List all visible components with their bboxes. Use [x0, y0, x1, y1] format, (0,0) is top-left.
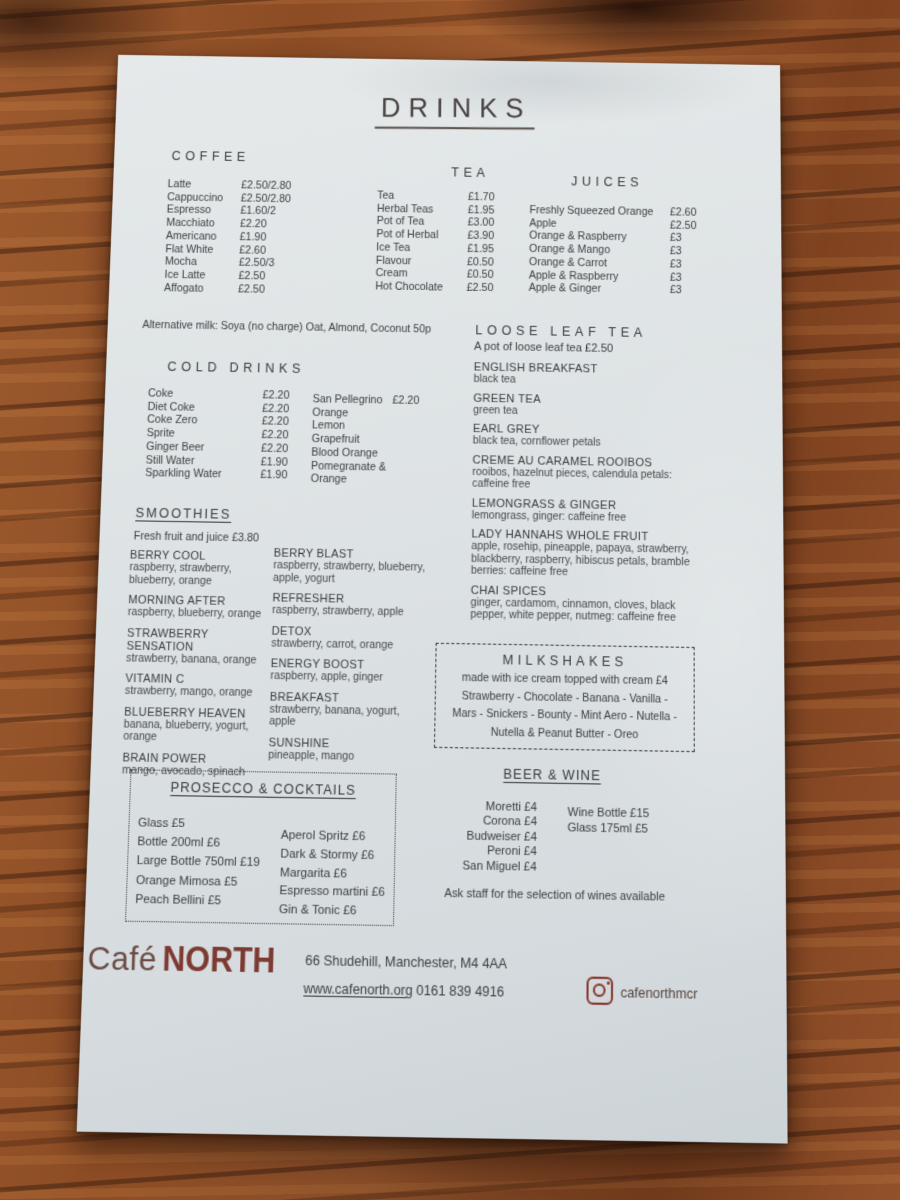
instagram-lens [593, 983, 606, 997]
menu-item-name: Apple [529, 216, 557, 230]
instagram-icon [586, 976, 613, 1005]
smoothie-name: BREAKFAST [269, 690, 340, 705]
menu-item [529, 282, 697, 298]
menu-item-price: £2.50 [669, 219, 697, 232]
menu-item-price: £3.00 [467, 216, 495, 230]
menu-item-name: Diet Coke [147, 400, 195, 414]
tea-item-desc: black tea, cornflower petals [472, 435, 601, 449]
smoothie-name: MORNING AFTER [128, 593, 226, 609]
tea-item-name: ENGLISH BREAKFAST [473, 361, 598, 376]
wine-list: Wine Bottle £15 Glass 175ml £5 [567, 805, 650, 836]
smoothie-name: BLUEBERRY HEAVEN [123, 705, 246, 721]
milkshakes-header: MILKSHAKES [502, 652, 628, 670]
smoothie-name: BRAIN POWER [122, 750, 207, 766]
smoothies-header: SMOOTHIES [135, 505, 232, 522]
cold-drinks-header: COLD DRINKS [167, 359, 306, 377]
tea-item [474, 361, 725, 389]
tea-item-desc: apple, rosehip, pineapple, papaya, strawberry, blackberry, raspberry, hibiscus petals, bramble berries: caffeine free [470, 540, 690, 579]
menu-item-name: Coke Zero [146, 413, 198, 427]
menu-item-name: Coke [147, 387, 174, 401]
menu-item-price: £1.90 [260, 468, 288, 482]
tea-item-name: GREEN TEA [473, 391, 542, 406]
menu-item-name: San Pellegrino [312, 392, 383, 407]
tea-item [473, 392, 724, 421]
tea-item-name: CHAI SPICES [470, 583, 547, 598]
san-pellegrino-flavours: Orange Lemon Grapefruit Blood Orange Pomegranate & Orange [310, 406, 387, 486]
menu-item-price: £0.50 [467, 255, 494, 269]
smoothie-item [273, 547, 450, 587]
menu-item-name: Americano [165, 229, 217, 243]
menu-item-name: Still Water [145, 453, 195, 467]
smoothie-name: DETOX [271, 624, 312, 639]
menu-item-name: Tea [377, 189, 395, 202]
menu-item-name: Sprite [146, 426, 175, 440]
tea-item [472, 497, 725, 526]
menu-item-price: £3.90 [467, 229, 495, 243]
tea-item [473, 423, 725, 452]
menu-item-name: Ice Tea [376, 241, 411, 254]
menu-item-name: Ice Latte [164, 268, 206, 282]
smoothie-desc: mango, avocado, spinach [121, 764, 246, 779]
smoothie-name: STRAWBERRY SENSATION [126, 626, 209, 654]
address: 66 Shudehill, Manchester, M4 4AA [305, 952, 508, 972]
menu-item-price: £3 [669, 284, 682, 297]
menu-item-price: £1.60/2 [240, 204, 277, 218]
menu-item-price: £1.95 [467, 242, 494, 256]
menu-item-name: Orange & Raspberry [529, 229, 627, 244]
menu-item-name: Hot Chocolate [375, 280, 444, 294]
smoothies-subtitle: Fresh fruit and juice £3.80 [133, 529, 260, 545]
smoothie-name: SUNSHINE [268, 735, 330, 751]
tea-item-name: LEMONGRASS & GINGER [471, 496, 617, 512]
menu-item-price: £0.50 [466, 268, 494, 282]
menu-item-price: £2.20 [260, 442, 289, 456]
menu-item-price: £2.60 [669, 206, 697, 219]
smoothie-item [129, 549, 275, 589]
smoothie-item [126, 626, 273, 667]
menu-item-name: Flat White [165, 242, 214, 256]
menu-item-name: Apple & Ginger [528, 281, 602, 296]
brand-cafe: Café [86, 940, 158, 979]
alternative-milk-note: Alternative milk: Soya (no charge) Oat, Almond, Coconut 50p [142, 318, 432, 336]
milkshakes-box [434, 643, 695, 752]
menu-item-price: £2.50 [238, 269, 266, 283]
smoothie-name: BERRY BLAST [273, 547, 354, 562]
menu-item-price: £2.60 [239, 243, 267, 257]
tea-item-desc: ginger, cardamom, cinnamon, cloves, black pepper, white pepper, nutmeg: caffeine free [470, 596, 676, 625]
smoothie-desc: strawberry, mango, orange [124, 685, 253, 700]
menu-item-name: Sparkling Water [145, 466, 222, 481]
menu-item-name: Herbal Teas [376, 202, 434, 216]
tea-item [471, 528, 725, 582]
menu-item-name: Cream [375, 267, 408, 280]
smoothie-name: VITAMIN C [125, 672, 185, 687]
smoothie-name: ENERGY BOOST [270, 657, 365, 672]
loose-leaf-tea-header: LOOSE LEAF TEA [475, 322, 647, 341]
milkshakes-lines: made with ice cream topped with cream £4 Strawberry - Chocolate - Banana - Vanilla - Mars - Snickers - Bounty - Mint Aero - Nutella - Nutella & Peanut Butter - Oreo [452, 672, 677, 741]
menu-item-name: Affogato [163, 281, 204, 295]
prosecco-right-column: Aperol Spritz £6 Dark & Stormy £6 Margarita £6 Espresso martini £6 Gin & Tonic £6 [278, 828, 386, 918]
tea-list [375, 189, 494, 295]
menu-item-name: Ginger Beer [145, 440, 205, 454]
smoothie-desc: banana, blueberry, yogurt, orange [123, 718, 249, 744]
menu-item-price: £3 [669, 232, 682, 245]
tea-header: TEA [451, 165, 490, 181]
menu-item-price: £3 [669, 271, 682, 284]
prosecco-header: PROSECCO & COCKTAILS [170, 779, 357, 799]
juices-list [529, 204, 697, 297]
menu-item-price: £2.20 [261, 415, 289, 429]
menu-item-name: Orange & Carrot [528, 255, 608, 270]
san-pellegrino-block [311, 393, 420, 488]
menu-item-price: £2.20 [261, 428, 289, 442]
menu-item-price: £2.20 [392, 394, 420, 408]
page-title: DRINKS [375, 93, 535, 130]
menu-item-name: Flavour [375, 254, 412, 267]
menu-item-price: £2.50/3 [238, 256, 275, 270]
menu-item-name: Latte [167, 178, 192, 191]
wine-note: Ask staff for the selection of wines available [444, 886, 665, 904]
tea-item-desc: rooibos, hazelnut pieces, calendula petals: caffeine free [472, 466, 672, 491]
tea-item-name: CREME AU CARAMEL ROOIBOS [472, 453, 653, 470]
brand-north: NORTH [161, 940, 276, 982]
menu-item [164, 282, 289, 297]
menu-item-name: Orange & Mango [529, 242, 611, 257]
tea-item-name: EARL GREY [472, 422, 540, 437]
smoothie-item [272, 592, 449, 620]
menu-item-price: £2.20 [262, 402, 290, 416]
tea-item [472, 454, 724, 495]
smoothie-name: REFRESHER [272, 591, 345, 606]
menu-item-name: Apple & Raspberry [528, 268, 619, 283]
smoothie-item [271, 624, 448, 652]
menu-item-price: £2.50 [237, 282, 266, 296]
smoothie-item [128, 594, 274, 622]
smoothie-name: BERRY COOL [129, 548, 206, 563]
loose-leaf-tea-list [470, 361, 725, 632]
prosecco-left-column: Glass £5 Bottle 200ml £6 Large Bottle 750ml £19 Orange Mimosa £5 Peach Bellini £5 [135, 816, 261, 908]
juices-header: JUICES [571, 174, 644, 190]
website-link: www.cafenorth.org [303, 980, 413, 999]
loose-leaf-tea-subtitle: A pot of loose leaf tea £2.50 [473, 340, 614, 356]
menu-item-name: Pot of Herbal [376, 228, 439, 242]
brand-logo [87, 940, 276, 984]
beer-wine-header: BEER & WINE [503, 766, 601, 784]
smoothie-item [268, 736, 447, 765]
menu-sheet [77, 55, 788, 1144]
smoothie-desc: raspberry, strawberry, blueberry, apple, yogurt [272, 559, 426, 585]
menu-item-price: £3 [669, 245, 682, 258]
menu-item [375, 280, 493, 295]
prosecco-cocktails-box [125, 769, 397, 926]
menu-item-price: £2.50 [466, 281, 494, 295]
tea-item-name: LADY HANNAHS WHOLE FRUIT [471, 527, 649, 544]
smoothie-desc: raspberry, apple, ginger [270, 670, 384, 684]
tea-item-desc: black tea [473, 373, 516, 386]
smoothie-item [125, 672, 272, 700]
smoothie-desc: raspberry, strawberry, apple [271, 604, 404, 619]
smoothie-item [270, 657, 448, 685]
menu-item-price: £1.90 [239, 230, 267, 244]
phone-number: 0161 839 4916 [416, 982, 505, 1000]
coffee-header: COFFEE [171, 148, 251, 165]
menu-item [145, 467, 288, 483]
smoothie-desc: strawberry, banana, orange [125, 652, 257, 667]
tea-item [470, 584, 725, 626]
smoothie-desc: strawberry, carrot, orange [271, 637, 394, 652]
smoothie-desc: pineapple, mango [268, 749, 355, 763]
beer-list: Moretti £4 Corona £4 Budweiser £4 Peroni £4 San Miguel £4 [462, 800, 538, 874]
menu-item-name: Pot of Tea [376, 215, 425, 229]
smoothie-item [123, 705, 271, 745]
menu-item-name: Macchiato [166, 216, 215, 230]
menu-item-name: Freshly Squeezed Orange [529, 204, 654, 219]
cold-drinks-list [145, 387, 290, 482]
menu-item-price: £2.50/2.80 [240, 192, 292, 206]
smoothie-desc: raspberry, strawberry, blueberry, orange [128, 561, 232, 588]
smoothie-desc: strawberry, banana, yogurt, apple [269, 703, 400, 729]
menu-item-price: £1.90 [260, 455, 288, 469]
menu-item-price: £2.50/2.80 [241, 179, 292, 193]
menu-item [312, 393, 419, 408]
smoothies-left-column [122, 549, 275, 787]
instagram-dot [606, 981, 609, 984]
contact-line [303, 981, 504, 1000]
menu-item-price: £3 [669, 258, 682, 271]
smoothies-right-column [268, 547, 450, 772]
menu-item-name: Cappuccino [166, 190, 224, 204]
tea-item-desc: lemongrass, ginger: caffeine free [471, 509, 627, 524]
smoothie-desc: raspberry, blueberry, orange [127, 606, 262, 621]
menu-item-price: £2.20 [262, 388, 290, 402]
menu-item-name: Espresso [166, 203, 212, 217]
tea-item-desc: green tea [473, 404, 518, 417]
coffee-list [164, 178, 292, 297]
menu-item-name: Mocha [164, 255, 198, 269]
menu-item-price: £1.70 [467, 190, 495, 204]
instagram-handle: cafenorthmcr [620, 984, 698, 1003]
menu-item-price: £1.95 [467, 203, 495, 217]
menu-item-price: £2.20 [239, 217, 267, 231]
smoothie-item [269, 690, 447, 731]
